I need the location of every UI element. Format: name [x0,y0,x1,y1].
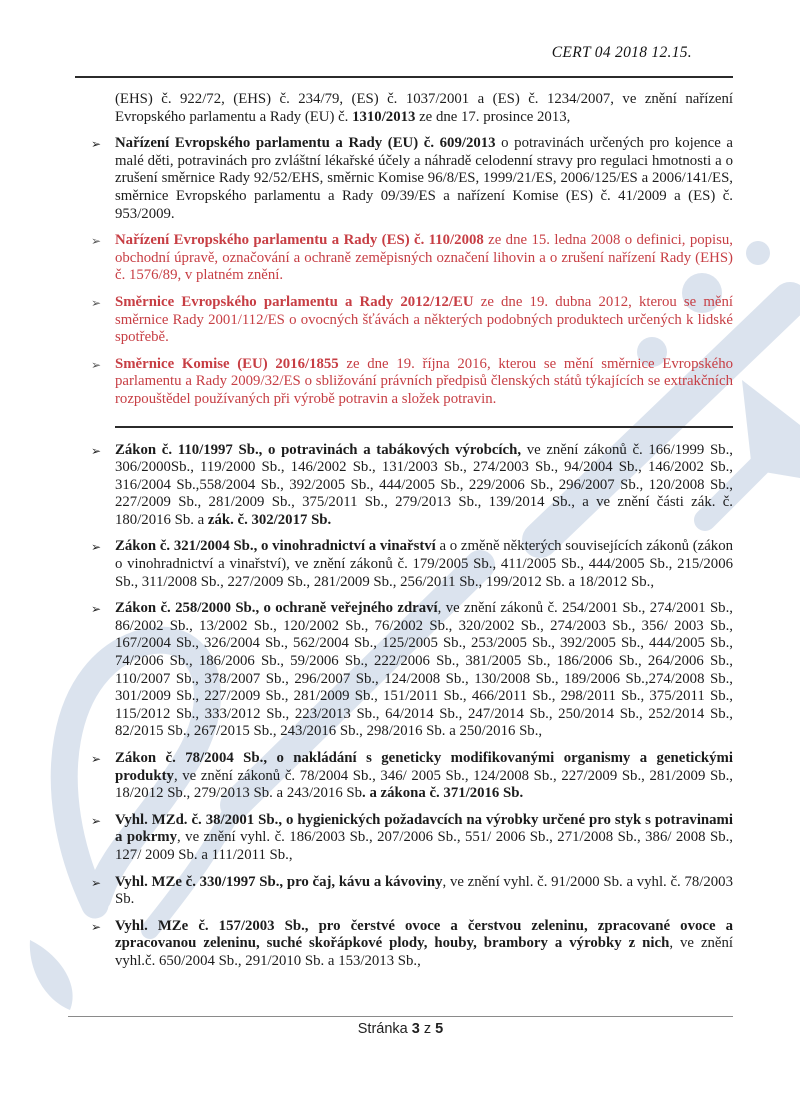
item-body-text: , ve znění zákonů č. 254/2001 Sb., 274/2001 Sb., 86/2002 Sb., 13/2002 Sb., 120/2002 Sb., 76/2002 Sb., 320/2002 Sb., 274/2003 Sb., 356/ 2003 Sb., 167/2004 Sb., 326/2004 Sb., 562/2004 Sb., 125/2005 Sb., 253/2005 Sb., 392/2005 Sb., 444/2005 Sb., 74/2006 Sb., 186/2006 Sb., 59/2006 Sb., 222/2006 Sb., 381/2005 Sb., 186/2006 Sb., 264/2006 Sb., 110/2007 Sb., 378/2007 Sb., 296/2007 Sb., 124/2008 Sb., 130/2008 Sb., 189/2006 Sb.,274/2008 Sb., 301/2009 Sb., 227/2009 Sb., 281/2009 Sb., 151/2011 Sb., 466/2011 Sb., 298/2011 Sb., 375/2011 Sb., 115/2012 Sb., 333/2012 Sb., 223/2013 Sb., 64/2014 Sb., 247/2014 Sb., 250/2014 Sb., 252/2014 Sb., 82/2015 Sb., 267/2015 Sb., 243/2016 Sb., 298/2016 Sb. a 250/2016 Sb., [115,600,733,740]
item-body-text: , ve znění vyhl. č. 186/2003 Sb., 207/2006 Sb., 551/ 2006 Sb., 271/2008 Sb., 386/ 2008 Sb., 127/ 2009 Sb. a 111/2011 Sb., [115,829,733,863]
intro-bold-ref: 1310/2013 [352,108,416,125]
page-footer [68,1016,733,1037]
intro-text-pre: (EHS) č. 922/72, (EHS) č. 234/79, (ES) č. 1037/2001 a (ES) č. 1234/2007, ve znění nařízení Evropského parlamentu a Rady (EU) č. [115,91,733,125]
item-body-text: , ve znění vyhl. č. 91/2000 Sb. a vyhl. č. 78/2003 Sb. [115,873,733,908]
item-body-text: , ve znění zákonů č. 78/2004 Sb., 346/ 2005 Sb., 124/2008 Sb., 227/2009 Sb., 281/2009 Sb., 18/2012 Sb., 279/2013 Sb. a 243/2016 Sb [115,767,733,802]
bullet-arrow-icon: ➢ [91,137,102,152]
list-item-7 [91,600,733,741]
item-body-text: a o změně některých souvisejících zákonů (zákon o vinohradnictví a vinařství), ve znění zákonů č. 179/2005 Sb., 411/2005 Sb., 444/2005 Sb., 215/2006 Sb., 311/2008 Sb., 227/2009 Sb., 281/2009 Sb., 256/2011 Sb., 199/2012 Sb. a 18/2012 Sb., [115,538,733,590]
item-body-text: o potravinách určených pro kojence a malé děti, potravinách pro zvláštní lékařské účely a náhradě celodenní stravy pro regulaci hmotnosti a o zrušení směrnice Rady 92/52/EHS, směrnic Komise 96/8/ES, 1999/21/ES, 2006/125/ES a 2006/141/ES, směrnice Evropského parlamentu a Rady 09/39/ES a nařízení Komise (ES) č. 41/2009 a (ES) č. 953/2009. [115,135,733,222]
bullet-arrow-icon: ➢ [91,295,102,310]
footer-page-number: 3 [411,1021,420,1037]
bullet-arrow-icon: ➢ [91,357,102,372]
item-bold-tail: zák. č. 302/2017 Sb. [207,511,332,528]
item-lead-bold: Zákon č. 78/2004 Sb., o nakládání s geneticky modifikovanými organismy a genetickými produkty [115,750,733,784]
item-lead-bold: Směrnice Komise (EU) 2016/1855 [115,355,339,372]
bullet-arrow-icon: ➢ [91,752,102,766]
item-body-text: , ve znění vyhl.č. 650/2004 Sb., 291/2010 Sb. a 153/2013 Sb., [115,935,733,969]
list-item-10 [91,873,733,909]
item-body-text: ze dne 15. ledna 2008 o definici, popisu, obchodní úpravě, označování a ochraně zeměpisných označení lihovin a o zrušení nařízení Rady (EHS) č. 1576/89, v platném znění. [115,232,733,284]
item-lead-bold: Vyhl. MZe č. 330/1997 Sb., pro čaj, kávu a kávoviny [115,873,443,890]
regulation-list-national [75,442,733,971]
item-body-text: ve znění zákonů č. 166/1999 Sb., 306/2000Sb., 119/2000 Sb., 146/2002 Sb., 131/2003 Sb., 274/2003 Sb., 94/2004 Sb., 146/2002 Sb., 316/2004 Sb.,558/2004 Sb., 392/2005 Sb., 444/2005 Sb., 229/2006 Sb., 296/2007 Sb., 120/2008 Sb., 227/2009 Sb., 281/2009 Sb., 375/2011 Sb., 279/2013 Sb., 139/2014 Sb., a ve znění části zák. č. 180/2016 Sb. a [115,441,733,528]
bullet-arrow-icon: ➢ [91,919,102,934]
document-code: CERT 04 2018 12.15. [551,44,692,61]
list-item-4 [91,355,733,409]
list-item-6 [91,538,733,591]
bullet-arrow-icon: ➢ [91,540,102,555]
item-body-text: ze dne 19. října 2016, kterou se mění směrnice Evropského parlamentu a Rady 2009/32/ES o sbližování právních předpisů členských států týkajících se extrakčních rozpouštědel používaných při výrobě potravin a složek potravin. [115,355,733,407]
list-item-11 [91,917,733,971]
list-item-1 [91,135,733,223]
list-item-9 [91,811,733,865]
bullet-arrow-icon: ➢ [91,875,102,890]
intro-text-post: ze dne 17. prosince 2013, [415,108,571,125]
item-lead-bold: Vyhl. MZe č. 157/2003 Sb., pro čerstvé ovoce a čerstvou zeleninu, zpracované ovoce a zpracovanou zeleninu, suché skořápkové plody, houby, brambory a výrobky z nich [115,917,733,952]
list-item-3 [91,293,733,347]
item-lead-bold: Vyhl. MZd. č. 38/2001 Sb., o hygienických požadavcích na výrobky určené pro styk s potravinami a pokrmy [115,811,733,846]
footer-total-pages: 5 [435,1021,444,1037]
item-lead-bold: Zákon č. 110/1997 Sb., o potravinách a tabákových výrobcích, [115,441,522,458]
bullet-arrow-icon: ➢ [91,443,102,458]
item-lead-bold: Nařízení Evropského parlamentu a Rady (ES) č. 110/2008 [115,232,484,249]
footer-separator: z [419,1021,436,1037]
item-lead-bold: Nařízení Evropského parlamentu a Rady (EU) č. 609/2013 [115,135,496,152]
intro-paragraph [115,91,733,126]
bullet-arrow-icon: ➢ [91,813,102,828]
list-item-8 [91,750,733,803]
regulation-list-eu [75,135,733,408]
document-content [75,76,733,980]
bullet-arrow-icon: ➢ [91,602,102,617]
item-body-text: ze dne 19. dubna 2012, kterou se mění směrnice Rady 2001/112/ES o ovocných šťávách a některých podobných produktech určených k lidské spotřebě. [115,293,733,346]
list-item-5 [91,441,733,530]
bullet-arrow-icon: ➢ [91,234,102,249]
section-divider-rule [115,426,733,428]
footer-prefix: Stránka [357,1021,412,1037]
footer-rule [68,1016,733,1017]
top-rule [75,76,733,78]
list-item-2 [91,232,733,285]
page-number-text [68,1021,733,1037]
item-lead-bold: Zákon č. 321/2004 Sb., o vinohradnictví a vinařství [115,538,436,555]
item-lead-bold: Směrnice Evropského parlamentu a Rady 2012/12/EU [115,293,474,310]
item-lead-bold: Zákon č. 258/2000 Sb., o ochraně veřejného zdraví [115,600,438,617]
item-bold-tail: . a zákona č. 371/2016 Sb. [362,785,524,802]
